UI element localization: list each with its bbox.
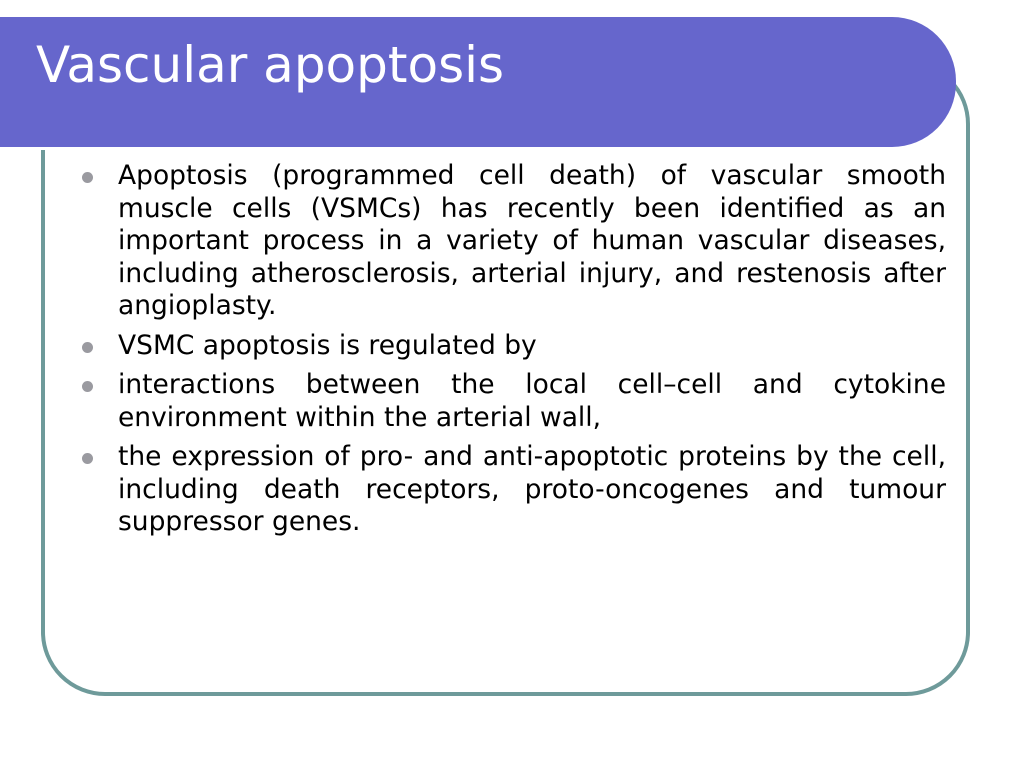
bullet-dot-icon <box>82 381 93 392</box>
bullet-text: VSMC apoptosis is regulated by <box>118 329 537 361</box>
slide-title: Vascular apoptosis <box>36 36 505 94</box>
bullet-item <box>78 160 946 323</box>
bullet-item <box>78 441 946 539</box>
bullet-text: interactions between the local cell–cell and cytokine environment within the arterial wall, <box>118 369 946 433</box>
bullet-dot-icon <box>82 172 93 183</box>
bullet-item <box>78 330 946 363</box>
title-underline <box>0 147 905 150</box>
bullet-item <box>78 369 946 434</box>
bullet-dot-icon <box>82 342 93 353</box>
bullet-text: Apoptosis (programmed cell death) of vascular smooth muscle cells (VSMCs) has recently been identified as an important process in a variety of human vascular diseases, including atherosclerosis, arterial injury, and restenosis after angioplasty. <box>118 160 946 321</box>
bullet-text: the expression of pro- and anti-apoptotic proteins by the cell, including death receptors, proto-oncogenes and tumour suppressor genes. <box>118 441 946 537</box>
bullet-list <box>78 160 946 546</box>
bullet-dot-icon <box>82 453 93 464</box>
